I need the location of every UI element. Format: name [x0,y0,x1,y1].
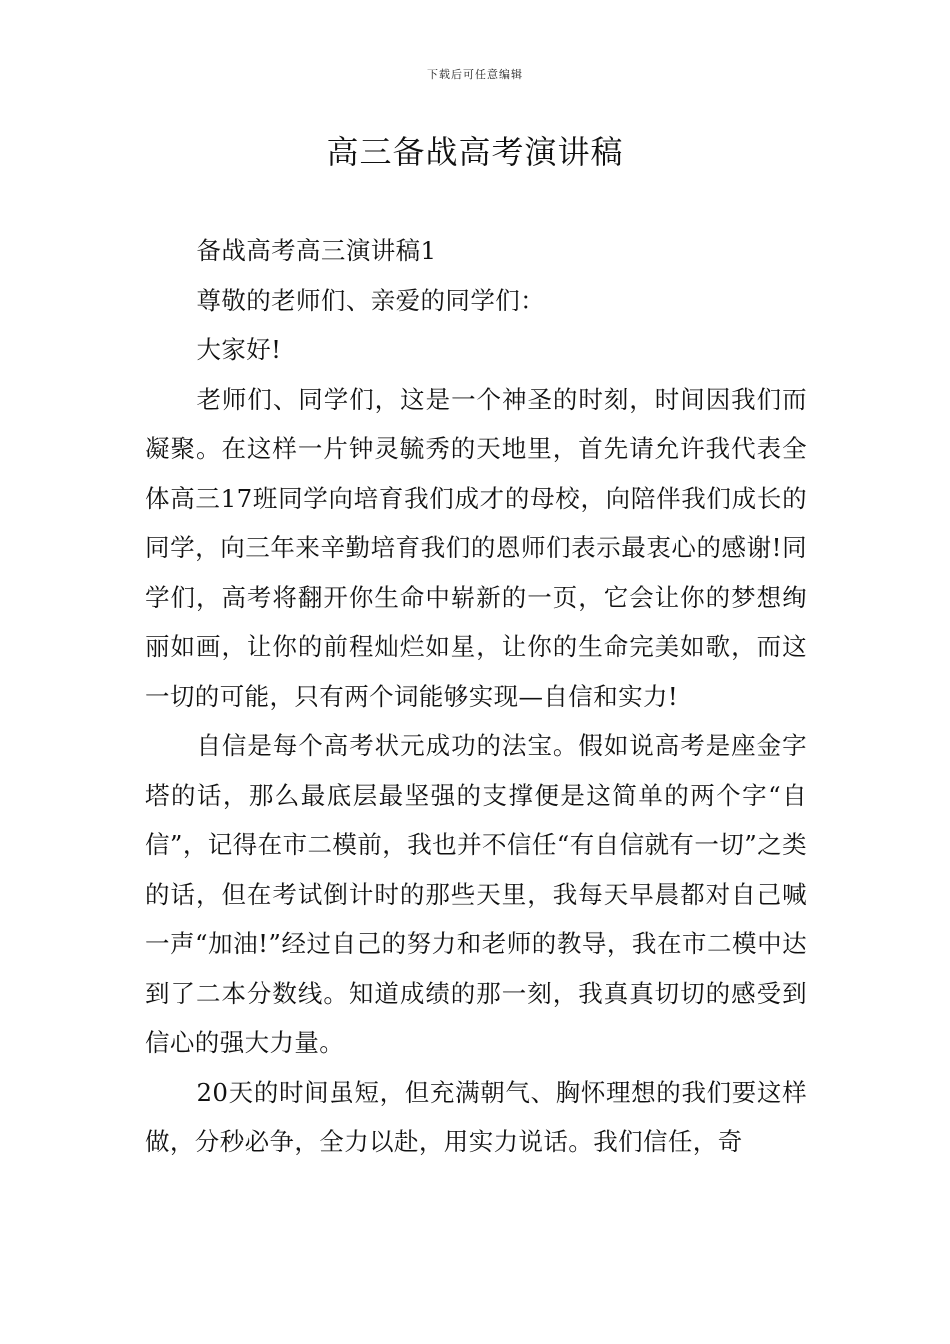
document-title: 高三备战高考演讲稿 [326,133,624,171]
paragraph-greeting: 大家好! [196,335,282,364]
document-body [145,226,807,1167]
paragraph-subtitle: 备战高考高三演讲稿1 [196,236,437,265]
paragraph: 自信是每个高考状元成功的法宝。假如说高考是座金字塔的话，那么最底层最坚强的支撑便是这简单的两个字“自信”，记得在市二模前，我也并不信任“有自信就有一切”之类的话，但在考试倒计时的那些天里，我每天早晨都对自己喊一声“加油!”经过自己的努力和老师的教导，我在市二模中达到了二本分数线。知道成绩的那一刻，我真真切切的感受到信心的强大力量。 [145,731,807,1057]
header-note: 下载后可任意编辑 [427,68,523,81]
paragraph: 20天的时间虽短，但充满朝气、胸怀理想的我们要这样做，分秒必争，全力以赴，用实力说话。我们信任，奇 [145,1077,807,1156]
paragraph-salutation: 尊敬的老师们、亲爱的同学们： [196,285,546,315]
paragraph: 老师们、同学们，这是一个神圣的时刻，时间因我们而凝聚。在这样一片钟灵毓秀的天地里，首先请允许我代表全体高三17班同学向培育我们成才的母校，向陪伴我们成长的同学，向三年来辛勤培育我们的恩师们表示最衷心的感谢!同学们，高考将翻开你生命中崭新的一页，它会让你的梦想绚丽如画，让你的前程灿烂如星，让你的生命完美如歌，而这一切的可能，只有两个词能够实现—自信和实力! [145,384,807,711]
